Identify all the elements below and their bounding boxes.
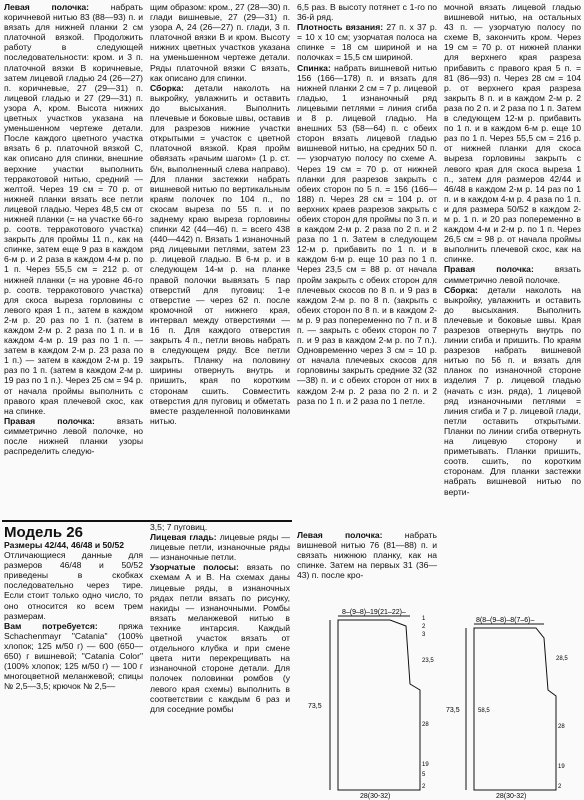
- back-schematic: [298, 606, 438, 798]
- gauge-heading: Плотность вязания:: [297, 22, 384, 33]
- column-2: щим образом: кром., 27 (28—30) п. глади вишневые, 27 (29—31) п. узора А, 24 (26—27) п. глади, 3 п. платочной вязки В и кром. Высоту нижних цветных участков указана на уменьшенном чертеже детали. Ряды платочной вязки С вязать, как описано для спинки. Сборка: детали наколоть на выкройку, увлажнить и оставить до высыхания. Выполнить плечевые и боковые швы, оставив для разрезов нижние участки открытыми = участок с цветной платочной вязкой. Края пройм обвязать «рачьим шагом» (1 р. ст. б/н, выполненный слева направо). Для планки застежки набрать вишневой нитью по вертикальным краям полочек по 104 п., по скосам выреза по 55 п. и по заднему краю выреза горловины спинки 42 (44—46) п. = всего 438 (440—442) п. Вязать 1 изнаночный ряд лицевыми петлями, затем 23 р. лицевой гладью. В 6-м р. и в следующем 14-м р. на планке правой полочки вывязать 5 пар отверстий для пуговиц: 1-е отверстие — через 62 п. после кромочной от нижнего края, интервал между отверстиями — 16 п. Для каждого отверстия закрыть 4 п., петли вновь набрать в следующем ряду. Все петли закрыть. Планку на половину ширины отвернуть внутрь и пришить, края по коротким сторонам сшить. Совместить отверстия для пуговиц и обметать вместе разделенной половинками нитью.: [150, 2, 290, 426]
- front-height-label: 73,5: [446, 707, 460, 714]
- svg-text:19: 19: [558, 764, 565, 770]
- front-top-measure: 8(8–(9–8)–8(7–6)–: [476, 617, 535, 624]
- svg-text:23,5: 23,5: [422, 658, 434, 664]
- column-3: 6,5 раз. В высоту потянет с 1-го по 36-й ряд. Плотность вязания: 27 п. х 37 р. = 10 х 10 см; узорчатая полоса на спинке = 18 см шириной и на полочках = 15,5 см шириной. Спинка: набрать вишневой нитью 156 (166—178) п. и вязать для нижней планки 2 см = 7 р. лицевой гладью, 1 изнаночный ряд лицевыми петлями = линия сгиба и 8 р. лицевой гладью. На внешних 53 (58—64) п. с обеих сторон вязать лицевой гладью вишневой нитью, на средних 50 п. — узорчатую полосу по схеме А. Через 19 см = 70 р. от нижней планки для разрезов закрыть с обеих сторон по 5 п. = 156 (166—188) п. Через 28 см = 104 р. от верхних краев разрезов закрыть с обеих сторон для проймы по 3 п. и в каждом 2-м р. 2 раза по 2 п. и 2 раза по 1 п. Затем в следующем 12-м р. прибавить по 1 п. и в каждом 6-м р. еще 10 раз по 1 п. Через 23,5 см = 88 р. от начала пройм закрыть с обеих сторон для плечевых скосов по 8 п. и 9 раз в каждом 2-м р. по 8 п. (закрыть с обеих сторон по 8 п. и в каждом 2-м р. 9 раз попеременно по 7 п. и 8 п. — закрыть с обеих сторон по 7 п. и 9 раз в каждом 2-м р. по 7 п.). Одновременно через 3 см = 10 р. от начала плечевых скосов для горловины закрыть средние 32 (32—38) п. и с обеих сторон от них в каждом 2-м р. 2 раза по 2 п. и 2 раза по 1 п. и 2 раза по 1 петле.: [297, 2, 437, 406]
- svg-text:28: 28: [422, 722, 429, 728]
- svg-text:2: 2: [422, 624, 426, 630]
- front-bottom-measure: 28(30-32): [496, 793, 527, 800]
- back-height-label: 73,5: [308, 703, 322, 710]
- back-top-measure: 8–(9–8)–19(21–22)–: [342, 609, 406, 616]
- svg-text:28: 28: [558, 724, 565, 730]
- column-4: мочной вязать лицевой гладью вишневой нитью, на остальных 43 п. — узорчатую полосу по схеме В, закончить кром. Через 19 см = 70 р. от нижней планки для верхнего края разреза прибавить с правого края 5 п. = 81 (86—93) п. Через 28 см = 104 р. от верхнего края разреза закрыть 8 п. и в каждом 2-м р. 2 раза по 2 п. и 2 раза по 1 п. Затем в следующем 12-м р. прибавить по 1 п. и в каждом 6-м р. еще 10 раз по 1 п. Через 55,5 см = 216 р. от нижней планки для скоса выреза горловины закрыть с левого края для скоса выреза 1 п., затем для размеров 42/44 и 46/48 в каждом 2-м р. 14 раз по 1 п. и в каждом 4-м р. 4 раза по 1 п. и для размера 50/52 в каждом 2-м р. 1 п. и 20 раз попеременно в каждом 4-м и 2-м р. по 1 п. Через 26,5 см = 98 р. от начала проймы выполнить плечевой скос, как на спинке. Правая полочка: вязать симметрично левой полочке. Сборка: детали наколоть на выкройку, увлажнить и оставить до высыхания. Выполнить плечевые и боковые швы. Края разрезов отвернуть внутрь по линии сгиба и пришить. По краям разрезов набрать вишневой нитью по 56 п. и вязать для планок по изнаночной стороне изделия 7 р. лицевой гладью (начать с изн. ряда), 1 лицевой ряд изнаночными петлями = линия сгиба и 7 р. лицевой глади, петли оставить открытыми. Планки по линии сгиба отвернуть на лицевую сторону и приметывать. Планки пришить, соотв. сшить, по коротким сторонам. Для планки застежки набрать вишневой нитью по верти-: [444, 2, 581, 497]
- svg-text:58,5: 58,5: [478, 708, 490, 714]
- column-2-bottom: 3,5; 7 пуговиц. Лицевая гладь: лицевые ряды — лицевые петли, изнаночные ряды — изнаночные петли. Узорчатые полосы: вязать по схемам А и В. На схемах даны лицевые ряды, в изнаночных рядах петли вязать по рисунку, накиды — изнаночными. Ромбы вязать меланжевой нитью в технике интарсия. Каждый цветной участок вязать от отдельного клубка и при смене цвета нити перекрещивать на изнаночной стороне детали. Для полочек половинки ромбов (у левого края схемы) выполнить в соответствии с каждым 6 раз и для соседние ромбы: [150, 522, 291, 714]
- model-title: Модель 26: [4, 524, 83, 541]
- front-schematic: [444, 616, 582, 798]
- svg-text:5: 5: [422, 772, 426, 778]
- left-front-text: набрать коричневой нитью 83 (88—93) п. и вязать для нижней планки 2 см платочной вязкой. Продолжить работу в следующей последовательности: кром. и 3 п. платочной вязки: [4, 2, 144, 73]
- back-heading: Спинка:: [297, 62, 331, 73]
- svg-text:28,5: 28,5: [556, 656, 568, 662]
- right-front-heading: Правая полочка:: [4, 415, 95, 426]
- back-outline: [338, 620, 420, 790]
- svg-text:2: 2: [558, 784, 562, 790]
- svg-text:1: 1: [422, 616, 426, 622]
- column-3-bottom: Левая полочка: набрать вишневой нитью 76 (81—88) п. и связать нижнюю планку, как на спинке. Затем на первых 31 (36—43) п. после кро-: [297, 530, 438, 581]
- assembly-heading: Сборка:: [150, 82, 184, 93]
- back-bottom-measure: 28(30-32): [360, 793, 391, 800]
- svg-text:19: 19: [422, 762, 429, 768]
- right-front-text: вязать симметрично левой полочке, но после нижней планки узоры распределить следую-: [4, 415, 143, 457]
- model-info: Размеры 42/44, 46/48 и 50/52 Отличающиеся данные для размеров 46/48 и 50/52 приведены в скобках последовательно через тире. Если стоит только одно число, то оно относится ко всем трем размерам. Вам потребуется: пряжа Schachenmayr "Catania" (100% хлопок; 125 м/50 г) — 600 (650—650) г вишневой; "Catania Color" (100% хлопок; 125 м/50 г) — 100 г многоцветной меланжевой; спицы № 2,5—3,5; крючок № 2,5—: [4, 540, 143, 692]
- left-front-heading: Левая полочка:: [4, 2, 90, 12]
- svg-text:3: 3: [422, 632, 426, 638]
- svg-text:2: 2: [422, 784, 426, 790]
- column-1: Левая полочка: набрать коричневой нитью 83 (88—93) п. и вязать для нижней планки 2 см платочной вязкой. Продолжить работу в следующей последовательности: кром. и 3 п. платочной вязки В коричневые, затем лицевой гладью 24 (26—27) п. коричневые, 27 (29—31) п. лицевой гладью и 27 (29—31) п. узора А, кром. Высота нижних цветных участков указана на уменьшенном чертеже детали. После каждого цветного участка вязать 6 р. платочной вязкой С, как описано для спинки, внешние верхние участки выполнить терракотовой нитью, средний — желтой. Через 19 см = 70 р. от нижней планки вязать все петли лицевой гладью. Через 48,5 см от нижней планки (= на участке 66-го р. соотв. терракотового участка) закрыть для проймы 11 п., как на спинке, затем еще 9 раз в каждом 6-м р. и 2 раза в каждом 4-м р. по 1 п. Через 55,5 см = 212 р. от нижней планки (= на уровне 46-го р. соотв. терракотового участка) для скоса выреза горловины с левого края 1 п., затем в каждом 2-м р. 20 раз по 1 п. (затем в каждом 2-м р. 2 раза по 1 п. и в каждом 4-м р. 19 раз по 1 п. — затем в каждом 2-м р. 23 раза по 1 п.) — затем в каждом 2-м р. 19 раз по 1 п. (затем в каждом 2-м р. 19 раз по 1 п.). Через 25 см = 94 р. от начала проймы выполнить с правого края плечевой скос, как на спинке. Правая полочка: вязать симметрично левой полочке, но после нижней планки узоры распределить следую-: [4, 2, 144, 457]
